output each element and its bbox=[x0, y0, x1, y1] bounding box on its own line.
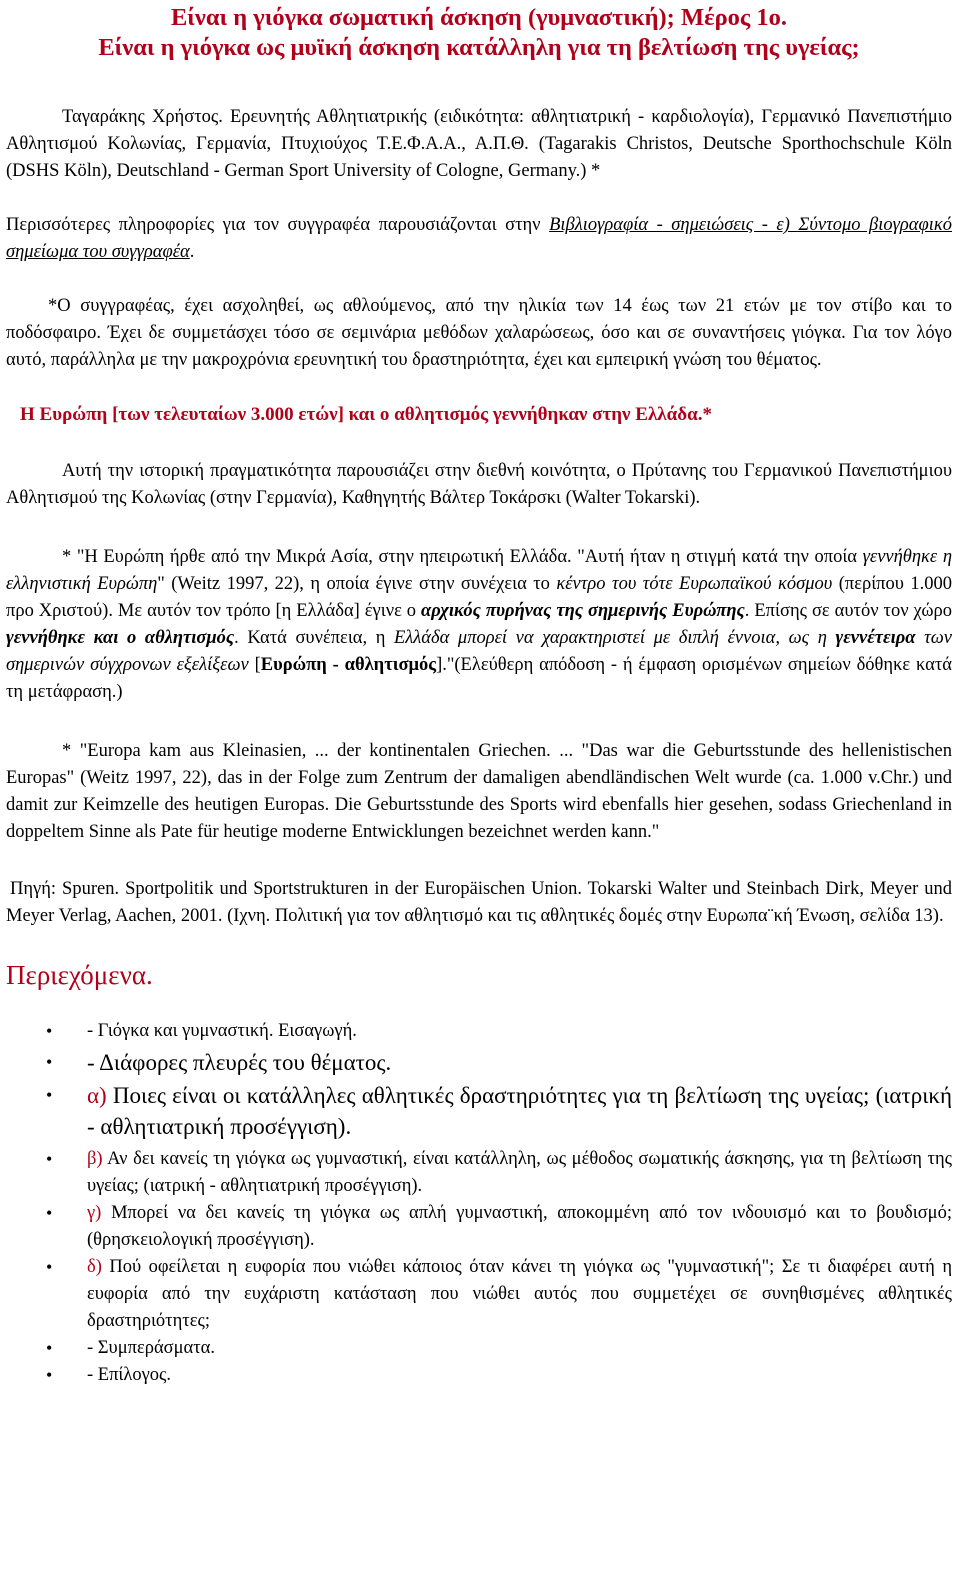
list-item-label: - Συμπεράσματα. bbox=[87, 1338, 216, 1358]
quote-text: . Κατά συνέπεια, η bbox=[234, 628, 394, 648]
list-item-label: Ποιες είναι οι κατάλληλες αθλητικές δραστηριότητες για τη βελτίωση της υγείας; (ιατρική - αθλητιατρική προσέγγιση). bbox=[87, 1083, 952, 1139]
author-paragraph: Ταγαράκης Χρήστος. Ερευνητής Αθλητιατρικής (ειδικότητα: αθλητιατρική - καρδιολογία), Γερμανικό Πανεπιστήμιο Αθλητισμού Κολωνίας, Γερμανία, Πτυχιούχος Τ.Ε.Φ.Α.Α., Α.Π.Θ. (Tagarakis Christos, Deutsche Sporthochschule Köln (DSHS Köln), Deutschland - German Sport University of Cologne, Germany.) * bbox=[6, 107, 952, 181]
more-info-text: Περισσότερες πληροφορίες για τον συγγραφέα παρουσιάζονται στην bbox=[6, 215, 550, 235]
quote-bold: Ευρώπη - αθλητισμός bbox=[260, 655, 437, 675]
quote-bold-italic: αρχικός πυρήνας της σημερινής Ευρώπης bbox=[421, 601, 745, 621]
source-paragraph: Πηγή: Spuren. Sportpolitik und Sportstrukturen in der Europäischen Union. Tokarski Walter und Steinbach Dirk, Meyer und Meyer Verlag, Aachen, 2001. (Ιχνη. Πολιτική για τον αθλητισμό και τις αθλητικές δομές στην Ευρωπα¨κή Ένωση, σελίδα 13). bbox=[6, 879, 952, 926]
quote-italic: γεννήθηκε η ελληνιστική Ευρώπη bbox=[6, 547, 953, 594]
bullet-icon: • bbox=[46, 1052, 53, 1072]
quote-text: . Επίσης σε αυτόν τον χώρο bbox=[744, 601, 953, 621]
quote-italic: των σημερινών σύγχρονων εξελίξεων bbox=[6, 628, 952, 675]
bullet-icon: • bbox=[46, 1365, 53, 1385]
list-item bbox=[6, 1018, 952, 1045]
quote-text: (περίπου 1.000 προ Χριστού). Με αυτόν τον τρόπο [η Ελλάδα] έγινε ο bbox=[6, 574, 952, 621]
quote-text: " (Weitz 1997, 22), η οποία έγινε στην συνέχεια το bbox=[157, 574, 557, 594]
quote-text: ]."(Ελεύθερη απόδοση - ή έμφαση ορισμένων σημείων δόθηκε κατά τη μετάφραση.) bbox=[6, 655, 952, 702]
bullet-icon: • bbox=[46, 1149, 53, 1169]
list-item bbox=[6, 1146, 952, 1200]
list-item-label: Πού οφείλεται η ευφορία που νιώθει κάποιος όταν κάνει τη γιόγκα ως "γυμναστική"; Σε τι διαφέρει αυτή η ευφορία από την ευχάριστη κατάσταση που νιώθει αυτός που συμμετέχει σε συνηθισμένες αθλητικές δραστηριότητες; bbox=[87, 1257, 952, 1331]
list-item-label: Μπορεί να δει κανείς τη γιόγκα ως απλή γυμναστική, αποκομμένη από τον ινδουισμό και το βουδισμό; (θρησκειολογική προσέγγιση). bbox=[87, 1203, 952, 1250]
list-item bbox=[6, 1254, 952, 1335]
german-quote-paragraph: * "Europa kam aus Kleinasien, ... der kontinentalen Griechen. ... "Das war die Geburtsstunde des hellenistischen Europas" (Weitz 1997, 22), das in der Folge zum Zentrum der damaligen abendländischen Welt wurde (ca. 1.000 v.Chr.) und damit zur Keimzelle des heutigen Europas. Die Geburtsstunde des Sports wird ebenfalls hier gesehen, sodass Griechenland in doppeltem Sinne als Pate für heutige moderne Entwicklungen bezeichnet werden kann." bbox=[6, 741, 952, 842]
europe-heading: Η Ευρώπη [των τελευταίων 3.000 ετών] και ο αθλητισμός γεννήθηκαν στην Ελλάδα.* bbox=[20, 404, 712, 425]
bibliography-link[interactable]: Βιβλιογραφία - σημειώσεις - ε) Σύντομο βιογραφικό σημείωμα του συγγραφέα bbox=[6, 215, 952, 262]
more-info-end: . bbox=[189, 242, 195, 262]
list-item bbox=[6, 1362, 952, 1389]
greek-quote-paragraph bbox=[6, 544, 952, 706]
bullet-icon: • bbox=[46, 1257, 53, 1277]
list-item bbox=[6, 1080, 952, 1142]
list-item-label: - Επίλογος. bbox=[87, 1365, 171, 1385]
more-info-paragraph bbox=[6, 212, 952, 266]
title-line-2: Είναι η γιόγκα ως μυϊκή άσκηση κατάλληλη για τη βελτίωση της υγείας; bbox=[98, 34, 860, 61]
europe-intro-paragraph: Αυτή την ιστορική πραγματικότητα παρουσιάζει στην διεθνή κοινότητα, ο Πρύτανης του Γερμανικού Πανεπιστήμιου Αθλητισμού της Κολωνίας (στην Γερμανία), Καθηγητής Βάλτερ Τοκάρσκι (Walter Tokarski). bbox=[6, 461, 952, 508]
quote-text: [ bbox=[248, 655, 261, 675]
list-item-letter: δ) bbox=[87, 1257, 102, 1277]
author-note-paragraph: *Ο συγγραφέας, έχει ασχοληθεί, ως αθλούμενος, από την ηλικία των 14 έως των 21 ετών με τον στίβο και το ποδόσφαιρο. Έχει δε συμμετάσχει τόσο σε σεμινάρια μεθόδων χαλαρώσεως, όσο και σε συναντήσεις γιόγκα. Για τον λόγο αυτό, παράλληλα με την μακροχρόνια ερευνητική του δραστηριότητα, έχει και εμπειρική γνώση του θέματος. bbox=[6, 296, 952, 370]
quote-italic: κέντρο του τότε Ευρωπαϊκού κόσμου bbox=[556, 574, 833, 594]
quote-italic: Ελλάδα μπορεί να χαρακτηριστεί με διπλή έννοια, ως η bbox=[393, 628, 836, 648]
list-item-letter: γ) bbox=[87, 1203, 102, 1223]
bullet-icon: • bbox=[46, 1021, 53, 1041]
list-item-label: - Γιόγκα και γυμναστική. Εισαγωγή. bbox=[87, 1021, 357, 1041]
list-item bbox=[6, 1200, 952, 1254]
list-item-letter: β) bbox=[87, 1149, 103, 1169]
title-line-1: Είναι η γιόγκα σωματική άσκηση (γυμναστική); Μέρος 1ο. bbox=[170, 4, 788, 31]
contents-title: Περιεχόμενα. bbox=[6, 960, 153, 990]
bullet-icon: • bbox=[46, 1338, 53, 1358]
list-item-label: - Διάφορες πλευρές του θέματος. bbox=[87, 1050, 392, 1075]
list-item-letter: α) bbox=[87, 1083, 107, 1108]
page-title bbox=[6, 0, 952, 63]
bullet-icon: • bbox=[46, 1203, 53, 1223]
list-item bbox=[6, 1047, 952, 1078]
contents-list bbox=[6, 1018, 952, 1389]
quote-bold-italic: γεννήθηκε και ο αθλητισμός bbox=[6, 628, 235, 648]
list-item-label: Αν δει κανείς τη γιόγκα ως γυμναστική, είναι κατάλληλη, ως μέθοδος σωματικής άσκησης, για τη βελτίωση της υγείας; (ιατρική - αθλητιατρική προσέγγιση). bbox=[87, 1149, 952, 1196]
bullet-icon: • bbox=[46, 1085, 53, 1105]
quote-text: * "Η Ευρώπη ήρθε από την Μικρά Ασία, στην ηπειρωτική Ελλάδα. "Αυτή ήταν η στιγμή κατά την οποία bbox=[62, 547, 863, 567]
list-item bbox=[6, 1335, 952, 1362]
quote-bold-italic: γεννέτειρα bbox=[835, 628, 916, 648]
